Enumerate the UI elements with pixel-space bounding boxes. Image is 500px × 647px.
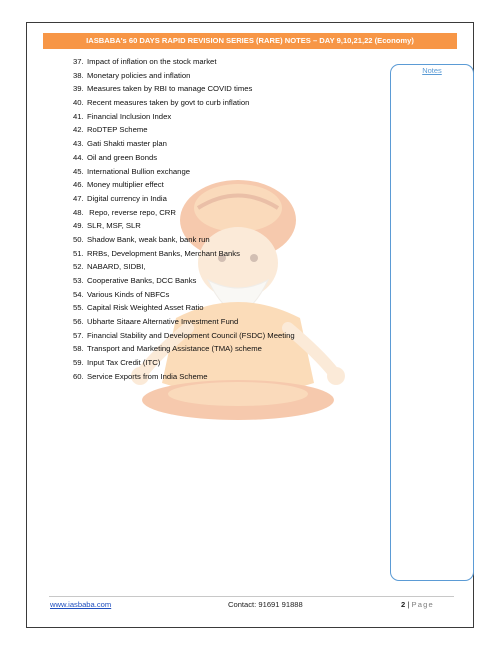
topic-text: Financial Inclusion Index: [87, 111, 172, 121]
topic-text: Shadow Bank, weak bank, bank run: [87, 234, 210, 244]
topic-text: Input Tax Credit (ITC): [87, 358, 161, 368]
topic-item: [73, 260, 295, 274]
topic-text: Digital currency in India: [87, 193, 167, 203]
topic-number: 58.: [73, 344, 84, 354]
topic-number: 56.: [73, 317, 84, 327]
topic-number: 41.: [73, 111, 84, 121]
topic-text: RoDTEP Scheme: [87, 125, 148, 135]
topic-text: Various Kinds of NBFCs: [87, 289, 170, 299]
topic-number: 55.: [73, 303, 84, 313]
page-indicator: [401, 600, 434, 609]
topic-number: 38.: [73, 70, 84, 80]
topic-text: Oil and green Bonds: [87, 152, 158, 162]
topic-number: 53.: [73, 276, 84, 285]
topic-item: [73, 342, 295, 356]
topic-number: 40.: [73, 98, 84, 108]
topic-item: [73, 219, 295, 233]
topic-number: 47.: [73, 193, 84, 203]
topic-number: 60.: [73, 371, 84, 381]
topic-text: Money multiplier effect: [87, 180, 164, 190]
topic-item: [73, 370, 295, 384]
topic-item: [73, 55, 295, 69]
contact-number: Contact: 91691 91888: [228, 600, 303, 609]
topic-number: 49.: [73, 221, 84, 231]
topic-item: [73, 274, 295, 288]
topic-text: Recent measures taken by govt to curb inflation: [87, 98, 250, 108]
topic-text: International Bullion exchange: [87, 166, 191, 176]
topic-text: Capital Risk Weighted Asset Ratio: [87, 303, 204, 313]
topic-item: [73, 110, 295, 124]
topic-item: [73, 247, 295, 261]
topic-text: Transport and Marketing Assistance (TMA) scheme: [87, 344, 262, 354]
topic-number: 42.: [73, 125, 84, 135]
topic-number: 37.: [73, 57, 84, 66]
topic-text: NABARD, SIDBI,: [87, 262, 146, 272]
topic-number: 46.: [73, 180, 84, 190]
topic-text: Ubharte Sitaare Alternative Investment Fund: [87, 317, 239, 327]
topic-item: [73, 137, 295, 151]
topic-number: 44.: [73, 152, 84, 162]
topic-number: 52.: [73, 262, 84, 272]
header-banner: IASBABA's 60 DAYS RAPID REVISION SERIES (RARE) NOTES – DAY 9,10,21,22 (Economy): [43, 33, 457, 49]
topic-item: [73, 165, 295, 179]
page-word: Page: [411, 600, 434, 609]
topic-text: SLR, MSF, SLR: [87, 221, 141, 231]
topic-item: [73, 178, 295, 192]
topic-item: [73, 206, 295, 220]
topic-text: Repo, reverse repo, CRR: [87, 207, 176, 217]
topic-text: Measures taken by RBI to manage COVID times: [87, 84, 253, 94]
topic-number: 48.: [73, 207, 84, 217]
topic-number: 57.: [73, 330, 84, 340]
topic-item: [73, 123, 295, 137]
topic-item: [73, 82, 295, 96]
topic-number: 50.: [73, 234, 84, 244]
topic-item: [73, 233, 295, 247]
notes-box: [390, 64, 474, 581]
topic-text: Service Exports from India Scheme: [87, 371, 208, 381]
topic-text: Cooperative Banks, DCC Banks: [87, 276, 197, 285]
topic-item: [73, 356, 295, 370]
topic-number: 54.: [73, 289, 84, 299]
topic-text: Monetary policies and inflation: [87, 70, 191, 80]
notes-title: Notes: [422, 66, 442, 75]
footer-divider: [49, 596, 454, 597]
topic-text: Gati Shakti master plan: [87, 139, 167, 149]
topic-number: 45.: [73, 166, 84, 176]
page-number: 2: [401, 600, 406, 609]
page-separator: |: [405, 600, 412, 609]
topic-number: 43.: [73, 139, 84, 149]
topic-item: [73, 69, 295, 83]
topic-text: Financial Stability and Development Council (FSDC) Meeting: [87, 330, 295, 340]
topic-text: RRBs, Development Banks, Merchant Banks: [87, 248, 240, 258]
topic-list: [73, 55, 295, 384]
topic-item: [73, 288, 295, 302]
topic-item: [73, 151, 295, 165]
website-link[interactable]: www.iasbaba.com: [50, 600, 112, 609]
topic-item: [73, 315, 295, 329]
topic-item: [73, 192, 295, 206]
topic-number: 39.: [73, 84, 84, 94]
topic-item: [73, 329, 295, 343]
topic-item: [73, 96, 295, 110]
topic-text: Impact of inflation on the stock market: [87, 57, 217, 66]
topic-item: [73, 301, 295, 315]
topic-number: 51.: [73, 248, 84, 258]
topic-number: 59.: [73, 358, 84, 368]
